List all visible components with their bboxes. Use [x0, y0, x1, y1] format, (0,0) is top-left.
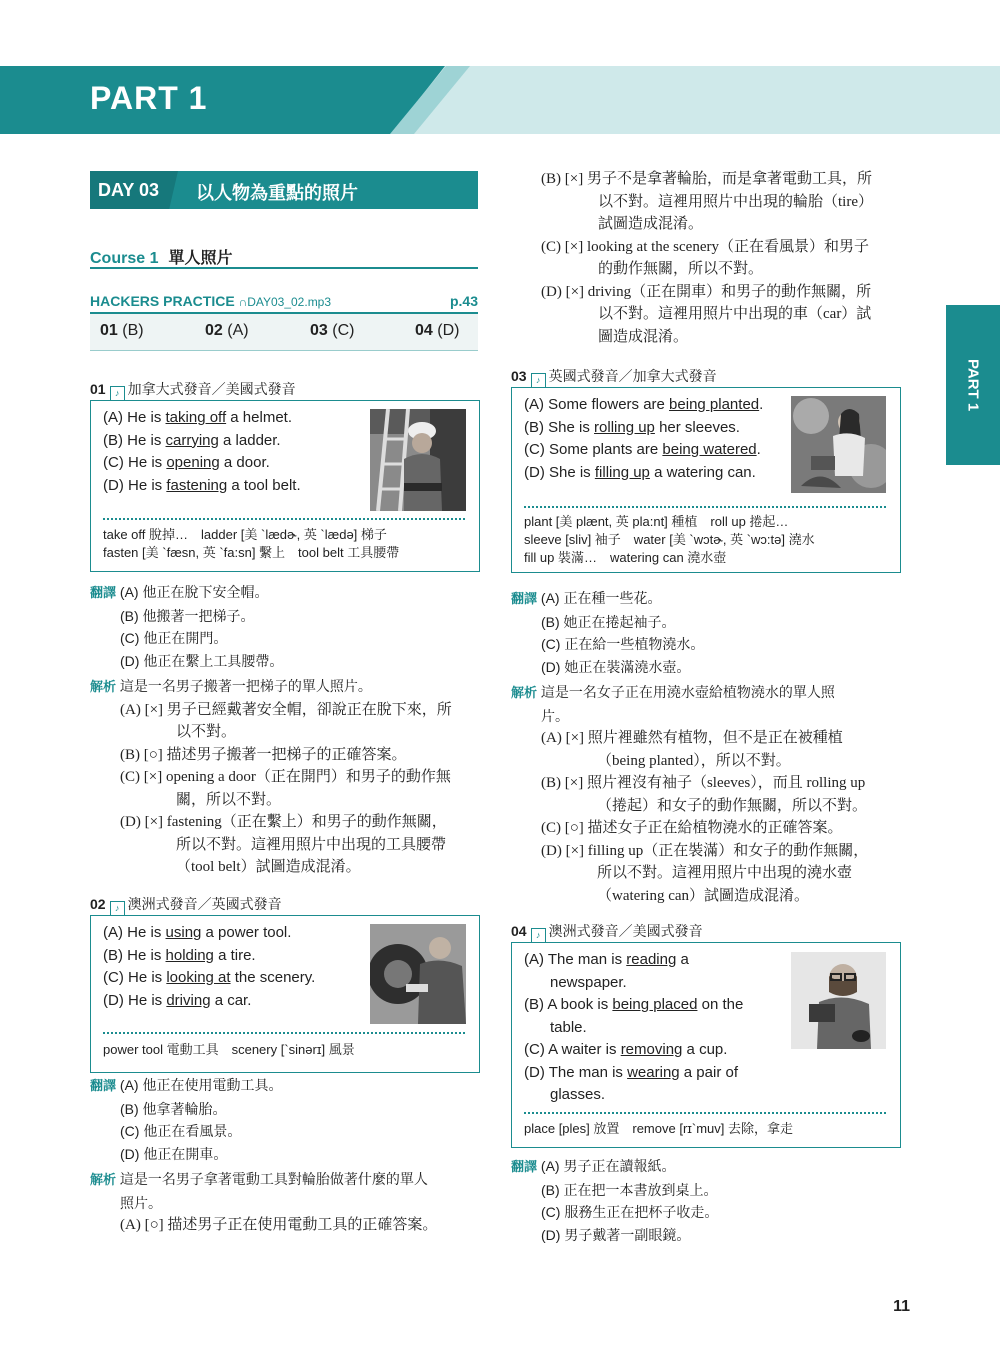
option-cont: glasses. — [550, 1086, 606, 1103]
audio-icon: ♪ — [531, 928, 546, 943]
course-rule — [90, 267, 478, 269]
day-title: 以人物為重點的照片 — [196, 183, 358, 203]
q02-explanation: 解析 這是一名男子拿著電動工具對輪胎做著什麼的單人 照片。 (A) [○] 描述男子正在使用電動工具的正確答案。 — [90, 1171, 438, 1233]
audio-file: DAY03_02.mp3 — [247, 295, 332, 309]
option: (D) The man is wearing a pair of — [524, 1063, 738, 1081]
q03-explanation: 解析 這是一名女子正在用澆水壺給植物澆水的單人照 片。 (A) [×] 照片裡雖然有植物，但不是正在被種植 （being planted），所以不對。 (B) [×] 照片裡沒有袖子（sleeves），而且 rolling up （捲起）和女子的動作無關，所以不對。 (C) [○] 描述女子正在給植物澆水的正確答案。 (D) [×] filling up（正在裝滿）和女子的動作無關， 所以不對。這裡用照片中出現的澆水壺 （watering can）試圖造成混淆。 — [511, 684, 869, 904]
option: (A) He is taking off a helmet. — [103, 409, 292, 426]
answer-item: 01 (B) — [100, 322, 144, 339]
q04-vocab: place [ples] 放置 remove [rɪ`muv] 去除，拿走 — [524, 1121, 794, 1136]
option: (C) Some plants are being watered. — [524, 441, 761, 458]
option: (D) He is driving a car. — [103, 991, 252, 1009]
practice-header — [90, 293, 478, 309]
q02-divider — [103, 1032, 465, 1034]
course-heading — [90, 245, 232, 268]
option: (C) He is opening a door. — [103, 454, 270, 471]
q03-heading: 03 ♪ 英國式發音／加拿大式發音 — [511, 366, 717, 388]
q02-options — [103, 922, 363, 1012]
option: (A) He is using a power tool. — [103, 924, 292, 941]
q01-explanation: 解析 這是一名男子搬著一把梯子的單人照片。 (A) [×] 男子已經戴著安全帽，卻說正在脫下來，所 以不對。 (B) [○] 描述男子搬著一把梯子的正確答案。 (C) [×] opening a door（正在開門）和男子的動作無 關，所以不對。 (D) [×] fastening（正在繫上）和男子的動作無關， 所以不對。這裡用照片中出現的工具腰帶 （tool belt）試圖造成混淆。 — [90, 678, 452, 875]
page-number: 11 — [893, 1298, 910, 1315]
option: (C) A waiter is removing a cup. — [524, 1041, 728, 1058]
option: (A) The man is reading a — [524, 951, 689, 968]
q02-translation: 翻譯 (A) 他正在使用電動工具。 (B) 他拿著輪胎。 (C) 他正在看風景。 (D) 他正在開車。 — [90, 1077, 283, 1162]
q03-vocab: plant [美 plænt, 英 pla:nt] 種植 roll up 捲起… sleeve [sliv] 袖子 water [美 `wɔtɚ, 英 `wɔ:tə] 澆水 fill up 裝滿… watering can 澆水壺 — [524, 514, 815, 565]
q02-vocab: power tool 電動工具 scenery [`sinərɪ] 風景 — [103, 1042, 355, 1057]
q03-options — [524, 394, 794, 484]
option: (B) He is carrying a ladder. — [103, 431, 281, 449]
option-cont: table. — [550, 1018, 587, 1036]
woman-watering-image — [791, 396, 886, 493]
q01-photo — [370, 409, 466, 511]
audio-icon: ♪ — [110, 901, 125, 916]
q04-divider — [524, 1112, 886, 1114]
option: (A) Some flowers are being planted. — [524, 396, 764, 413]
option: (C) He is looking at the scenery. — [103, 969, 316, 986]
answer-rule — [90, 350, 478, 351]
option-cont: newspaper. — [550, 973, 627, 991]
q01-options — [103, 407, 363, 497]
practice-label: HACKERS PRACTICE — [90, 293, 235, 309]
header-title-block — [0, 66, 445, 134]
q04-translation: 翻譯 (A) 男子正在讀報紙。 (B) 正在把一本書放到桌上。 (C) 服務生正在把杯子收走。 (D) 男子戴著一副眼鏡。 — [511, 1158, 719, 1243]
headphone-icon: ∩ — [238, 295, 248, 309]
q04-options — [524, 949, 784, 1107]
q01-heading: 01 ♪ 加拿大式發音／美國式發音 — [90, 379, 296, 401]
q04-heading: 04 ♪ 澳洲式發音／美國式發音 — [511, 921, 703, 943]
worker-ladder-image — [370, 409, 466, 511]
option: (B) A book is being placed on the — [524, 996, 744, 1013]
q01-translation: 翻譯 (A) 他正在脫下安全帽。 (B) 他搬著一把梯子。 (C) 他正在開門。 (D) 他正在繫上工具腰帶。 — [90, 584, 284, 669]
answer-item: 02 (A) — [205, 322, 249, 339]
q03-divider — [524, 506, 886, 508]
day-number: DAY 03 — [98, 180, 160, 200]
q04-photo — [791, 952, 886, 1049]
side-tab-label: PART 1 — [964, 358, 982, 412]
q01-divider — [103, 518, 465, 520]
man-reading-image — [791, 952, 886, 1049]
q01-vocab: take off 脫掉… ladder [美 `lædɚ, 英 `lædə] 梯子 fasten [美 `fæsn, 英 `fa:sn] 繫上 tool belt 工具腰帶 — [103, 527, 400, 560]
course-label: Course 1 — [90, 250, 159, 267]
q03-photo — [791, 396, 886, 493]
mechanic-tire-image — [370, 924, 466, 1024]
audio-icon: ♪ — [110, 386, 125, 401]
q02-photo — [370, 924, 466, 1024]
answer-item: 03 (C) — [310, 322, 355, 339]
audio-icon: ♪ — [531, 373, 546, 388]
option: (B) She is rolling up her sleeves. — [524, 418, 740, 436]
course-title: 單人照片 — [168, 250, 233, 267]
q02-explanation-cont: (B) [×] 男子不是拿著輪胎，而是拿著電動工具，所 以不對。這裡用照片中出現的輪胎（tire） 試圖造成混淆。 (C) [×] looking at the scenery（正在看風景）和男子 的動作無關，所以不對。 (D) [×] driving（正在開車）和男子的動作無關，所 以不對。這裡用照片中出現的車（car）試 圖造成混淆。 — [541, 171, 873, 345]
q03-translation: 翻譯 (A) 正在種一些花。 (B) 她正在捲起袖子。 (C) 正在給一些植物澆水。 (D) 她正在裝滿澆水壺。 — [511, 590, 705, 675]
option: (D) She is filling up a watering can. — [524, 463, 756, 481]
q02-heading: 02 ♪ 澳洲式發音／英國式發音 — [90, 894, 282, 916]
part-title: PART 1 — [90, 80, 208, 116]
option: (D) He is fastening a tool belt. — [103, 476, 301, 494]
answer-item: 04 (D) — [415, 322, 460, 339]
option: (B) He is holding a tire. — [103, 946, 256, 964]
practice-page: p.43 — [449, 293, 478, 309]
